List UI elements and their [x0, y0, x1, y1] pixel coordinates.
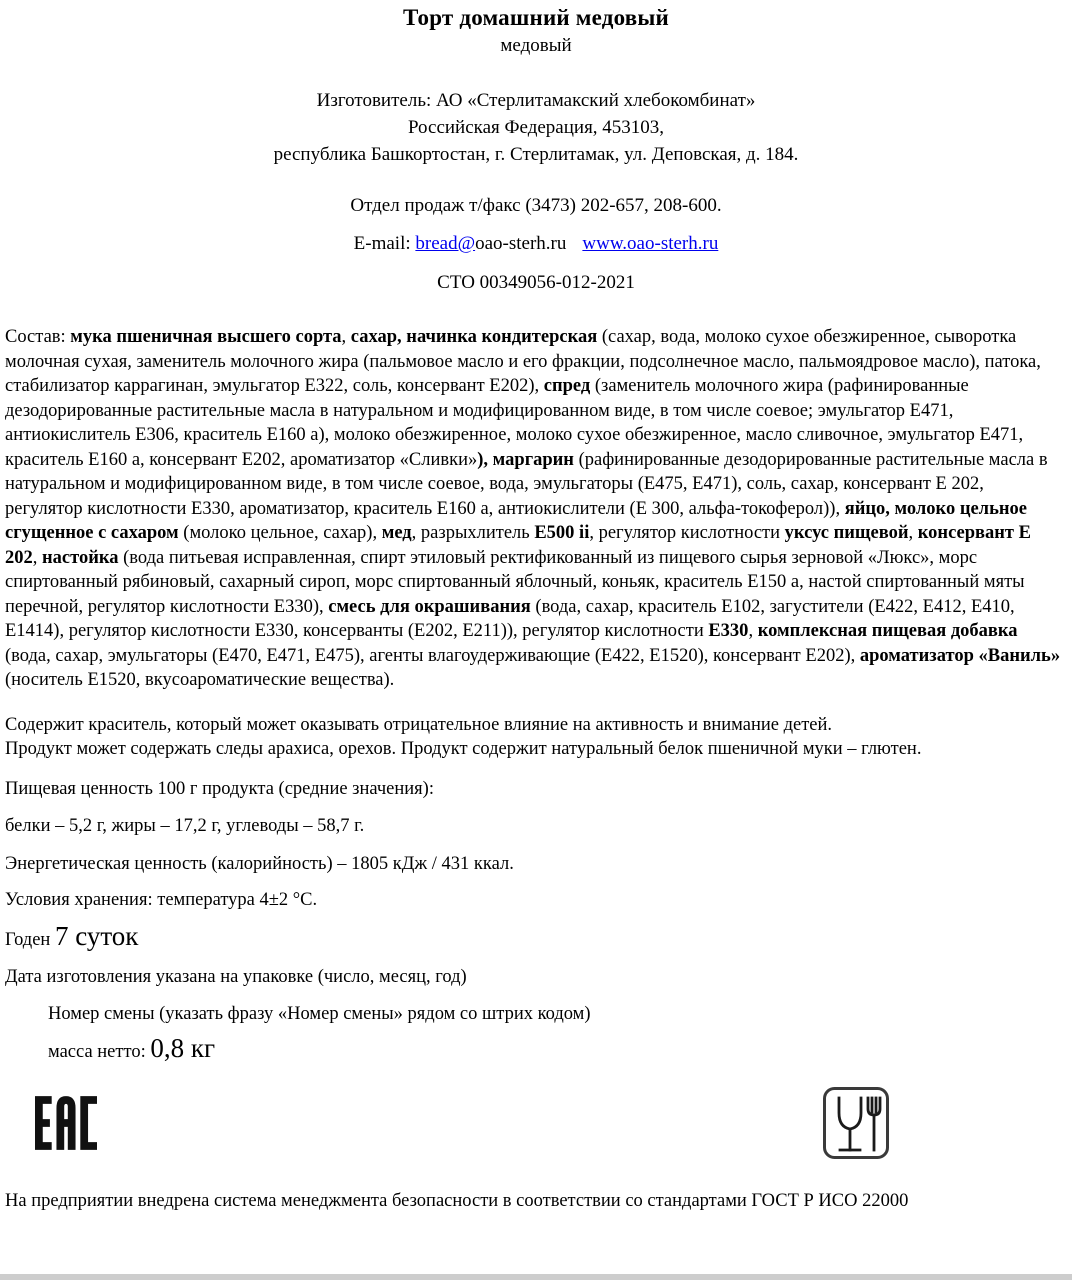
- shift-number-note: Номер смены (указать фразу «Номер смены» рядом со штрих кодом): [48, 1004, 591, 1024]
- manufacturer-country-line: Российская Федерация, 453103,: [407, 117, 665, 138]
- sto-number: СТО 00349056-012-2021: [437, 272, 635, 293]
- sales-phone-line: Отдел продаж т/факс (3473) 202-657, 208-600.: [350, 195, 722, 216]
- composition-paragraph: Состав: мука пшеничная высшего сорта, сахар, начинка кондитерская (сахар, вода, молоко сухое обезжиренное, сыворотка молочная сухая, заменитель молочного жира (пальмовое масло и его фракции, подсолнечное масло, пальмоядровое масло), патока, стабилизатор каррагинан, эмульгатор Е322, соль, консервант Е202), спред (заменитель молочного жира (рафинированные дезодорированные растительные масла в натуральном и модифицированном виде, в том числе соевое; эмульгатор Е471, антиокислитель Е306, краситель Е160 а), молоко обезжиренное, молоко сухое обезжиренное, масло сливочное, эмульгатор Е471, краситель Е160 а, консервант Е202, ароматизатор «Сливки»), маргарин (рафинированные дезодорированные растительные масла в натуральном и модифицированном виде, в том числе соевое, вода, эмульгаторы (Е475, Е471), соль, сахар, консервант Е 202, регулятор кислотности Е330, ароматизатор, краситель Е160 а, антиокислители (Е 300, альфа-токоферол)), яйцо, молоко цельное сгущенное с сахаром (молоко цельное, сахар), мед, разрыхлитель Е500 ii, регулятор кислотности уксус пищевой, консервант Е 202, настойка (вода питьевая исправленная, спирт этиловый ректификованный из пищевого сырья зерновой «Люкс», морс спиртованный рябиновый, сахарный сироп, морс спиртованный яблочный, коньяк, краситель Е150 а, настой спиртованный мяты перечной, регулятор кислотности Е330), смесь для окрашивания (вода, сахар, краситель Е102, загустители (Е422, Е412, Е410, Е1414), регулятор кислотности Е330, консерванты (Е202, Е211)), регулятор кислотности Е330, комплексная пищевая добавка (вода, сахар, эмульгаторы (Е470, Е471, Е475), агенты влагоудерживающие (Е422, Е1520), консервант Е202), ароматизатор «Ваниль» (носитель Е1520, вкусоароматические вещества).: [5, 327, 1061, 690]
- website-link[interactable]: www.oao-sterh.ru: [582, 233, 719, 254]
- product-title: Торт домашний медовый: [403, 5, 669, 30]
- email-domain: oao-sterh.ru: [475, 233, 567, 254]
- bottom-edge-strip: [0, 1274, 1072, 1280]
- manufacturer-line: Изготовитель: АО «Стерлитамакский хлебокомбинат»: [316, 90, 756, 111]
- allergen-warning: Продукт может содержать следы арахиса, орехов. Продукт содержит натуральный белок пшеничной муки – глютен.: [5, 739, 922, 759]
- net-weight: масса нетто: 0,8 кг: [48, 1032, 216, 1063]
- colorant-warning: Содержит краситель, который может оказывать отрицательное влияние на активность и внимание детей.: [5, 714, 833, 735]
- manufacturer-address-line: республика Башкортостан, г. Стерлитамак, ул. Деповская, д. 184.: [273, 144, 799, 165]
- nutrition-heading: Пищевая ценность 100 г продукта (средние значения):: [5, 778, 434, 799]
- food-safe-glass-fork-icon: [822, 1086, 890, 1165]
- nutrition-values: белки – 5,2 г, жиры – 17,2 г, углеводы – 58,7 г.: [5, 816, 365, 836]
- shelf-life: Годен 7 суток: [5, 920, 139, 951]
- email-line: [0, 230, 1072, 257]
- production-date-note: Дата изготовления указана на упаковке (число, месяц, год): [5, 966, 467, 987]
- email-label: E-mail:: [353, 233, 416, 254]
- eac-mark-icon: [35, 1094, 97, 1157]
- manufacturer-block: [0, 87, 1072, 168]
- certification-logo-band: [0, 1084, 1072, 1180]
- warnings-block: [0, 713, 1072, 762]
- storage-conditions: Условия хранения: температура 4±2 °С.: [5, 890, 318, 910]
- product-subtitle: медовый: [500, 35, 572, 56]
- energy-value: Энергетическая ценность (калорийность) – 1805 кДж / 431 ккал.: [5, 853, 514, 874]
- food-safety-statement: На предприятии внедрена система менеджмента безопасности в соответствии со стандартами ГОСТ Р ИСО 22000: [5, 1190, 909, 1211]
- email-link[interactable]: bread@: [415, 233, 476, 254]
